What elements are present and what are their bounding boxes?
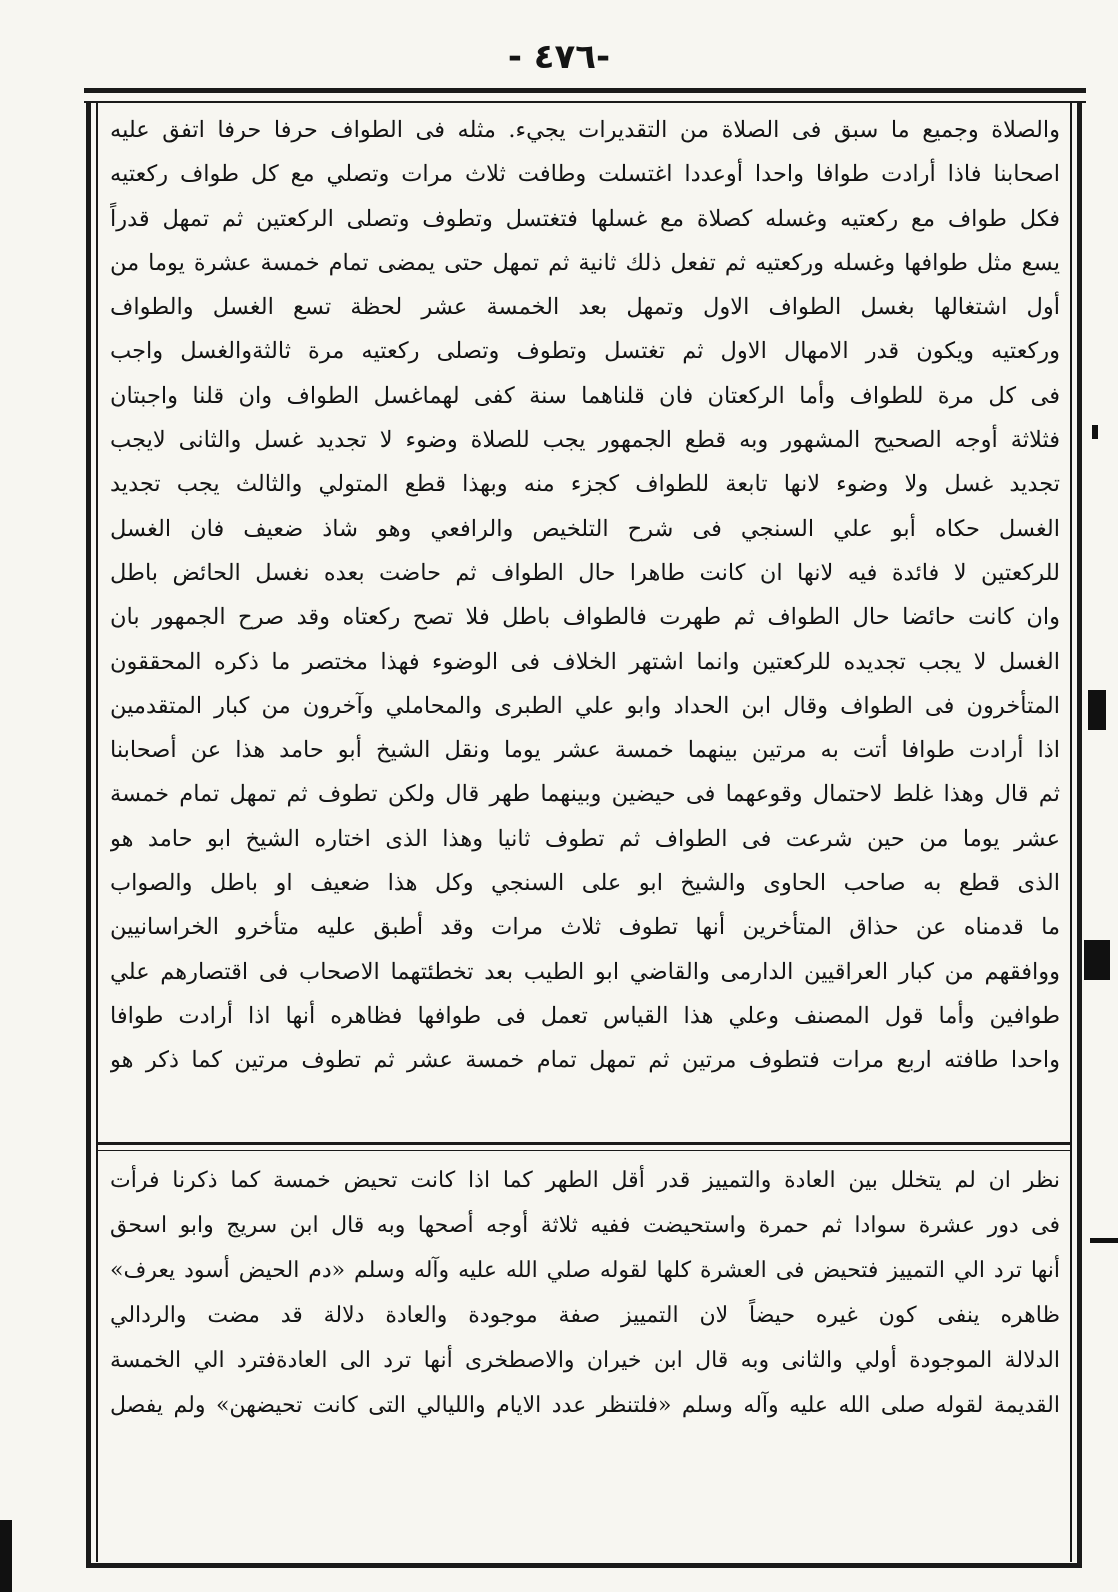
footnote-divider-thin	[96, 1150, 1072, 1151]
scan-edge-mark	[1084, 940, 1110, 980]
main-line: طوافين وأما قول المصنف وعلي هذا القياس تعمل فى طوافها فظاهره أنها اذا أرادت طوافا	[110, 1002, 1060, 1029]
main-line: فى كل مرة للطواف وأما الركعتان فان قلناهما سنة كفى لهماغسل الطواف وان قلنا واجبتان	[110, 382, 1060, 409]
main-line: ثم قال وهذا غلط لاحتمال وقوعهما فى حيضين وبينهما طهر قال ولكن تطوف ثم تمهل تمام خمسة	[110, 781, 1060, 808]
main-line: أول اشتغالها بغسل الطواف الاول وتمهل بعد الخمسة عشر لحظة تسع الغسل والطواف	[110, 294, 1060, 321]
main-line: المتأخرون فى الطواف وقال ابن الحداد وابو علي الطبرى والمحاملي وآخرون من كبار المتقدمين	[110, 692, 1060, 719]
main-line: فكل طواف مع ركعتيه وغسله كصلاة مع غسلها فتغتسل وتطوف وتصلى الركعتين ثم تمهل قدراً	[110, 205, 1060, 232]
footnote-line: أنها ترد الي التمييز فتحيض فى العشرة كلها لقوله صلي الله عليه وآله وسلم «دم الحيض أسود يعرف»	[110, 1258, 1060, 1283]
main-line: وركعتيه ويكون قدر الامهال الاول ثم تغتسل وتطوف وتصلى ركعتيه مرة ثالثةوالغسل واجب	[110, 338, 1060, 365]
scan-edge-mark	[0, 1520, 12, 1592]
main-line: ما قدمناه عن حذاق المتأخرين أنها تطوف ثلاث مرات وقد أطبق عليه متأخرو الخراسانيين	[110, 914, 1060, 941]
main-line: عشر يوما من حين شرعت فى الطواف ثم تطوف ثانيا وهذا الذى اختاره الشيخ ابو حامد هو	[110, 825, 1060, 852]
main-line: فثلاثة أوجه الصحيح المشهور وبه قطع الجمهور يجب للصلاة وضوء لا تجديد غسل والثانى لايجب	[110, 427, 1060, 454]
footnote-line: نظر ان لم يتخلل بين العادة والتمييز قدر أقل الطهر كما اذا كانت تحيض خمسة كما ذكرنا فرأت	[110, 1168, 1060, 1193]
top-rule	[84, 88, 1086, 103]
main-line: الغسل حكاه أبو علي السنجي فى شرح التلخيص والرافعي وهو شاذ ضعيف فان الغسل	[110, 515, 1060, 542]
footnote-divider	[96, 1142, 1072, 1145]
main-line: يسع مثل طوافها وغسله وركعتيه ثم تفعل ذلك ثانية ثم تمهل حتى يمضى تمام خمسة عشرة يوما من	[110, 249, 1060, 276]
frame-inner-left-rule	[96, 102, 98, 1562]
main-text	[110, 108, 1060, 1083]
footnote-line: القديمة لقوله صلى الله عليه وآله وسلم «فلتنظر عدد الايام والليالي التى كانت تحيضهن» ولم يفصل	[110, 1393, 1060, 1418]
scan-edge-mark	[1092, 425, 1098, 439]
main-line: والصلاة وجميع ما سبق فى الصلاة من التقديرات يجيء. مثله فى الطواف حرفا حرفا اتفق عليه	[110, 117, 1060, 143]
main-line: الذى قطع به صاحب الحاوى والشيخ ابو على السنجي وكل هذا ضعيف او باطل والصواب	[110, 870, 1060, 897]
main-line: اذا أرادت طوافا أتت به مرتين بينهما خمسة عشر يوما ونقل الشيخ أبو حامد هذا عن أصحابنا	[110, 737, 1060, 764]
main-line: للركعتين لا فائدة فيه لانها ان كانت طاهرا حال الطواف ثم حاضت بعده نغسل الحائض باطل	[110, 559, 1060, 586]
footnote-line: الدلالة الموجودة أولي والثانى وبه قال ابن خيران والاصطخرى أنها ترد الى العادةفترد الي الخمسة	[110, 1348, 1060, 1373]
main-line: اصحابنا فاذا أرادت طوافا واحدا أوعددا اغتسلت وطافت ثلاث مرات وتصلي مع كل طواف ركعتيه	[110, 161, 1060, 188]
footnote-line: ظاهره ينفى كون غيره حيضاً لان التمييز صفة موجودة والعادة دلالة قد مضت والردالي	[110, 1303, 1060, 1328]
frame-inner-right-rule	[1070, 102, 1072, 1562]
footnote-line: فى دور عشرة سوادا ثم حمرة واستحيضت ففيه ثلاثة أوجه أصحها وبه قال ابن سريج وابو اسحق	[110, 1213, 1060, 1238]
main-line: الغسل لا يجب تجديده للركعتين وانما اشتهر الخلاف فى الوضوء فهذا مختصر ما ذكره المحققون	[110, 648, 1060, 675]
main-line: واحدا طافته اربع مرات فتطوف مرتين ثم تمهل تمام خمسة عشر ثم تطوف مرتين كما ذكر هو	[110, 1047, 1060, 1074]
footnote-text	[110, 1158, 1060, 1428]
scan-edge-mark	[1088, 690, 1106, 730]
main-line: وان كانت حائضا حال الطواف ثم طهرت فالطواف باطل فلا تصح ركعتاه وقد صرح الجمهور بان	[110, 604, 1060, 631]
main-line: ووافقهم من كبار العراقيين الدارمى والقاضي ابو الطيب بعد تخطئتهما الاصحاب فى اقتصارهم علي	[110, 958, 1060, 985]
main-line: تجديد غسل ولا وضوء لانها تابعة للطواف كجزء منه وبهذا قطع المتولي والثالث يجب تجديد	[110, 471, 1060, 498]
scan-edge-mark	[1090, 1238, 1118, 1243]
page-number: - ٤٧٦-	[507, 37, 611, 77]
